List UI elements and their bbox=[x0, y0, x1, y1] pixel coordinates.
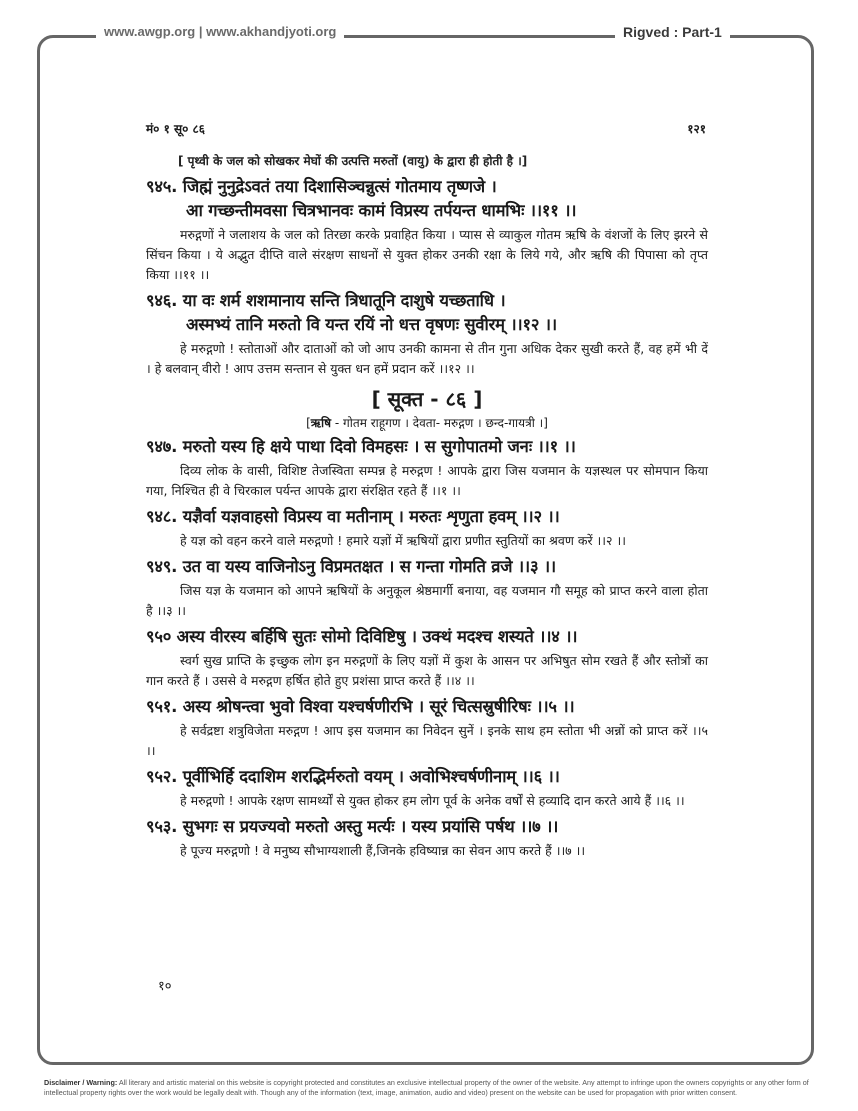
verse-line: ९४८. यज्ञैर्वा यज्ञवाहसो विप्रस्य वा मतीनाम् । मरुतः शृणुता हवम् ।।२ ।। bbox=[146, 507, 560, 526]
verse-translation: हे यज्ञ को वहन करने वाले मरुद्गणो ! हमारे यज्ञों में ऋषियों द्वारा प्रणीत स्तुतियों का श्रवण करें ।।२ ।। bbox=[180, 533, 626, 548]
verse-line: ९५२. पूर्वीभिर्हि ददाशिम शरद्भिर्मरुतो वयम् । अवोभिश्चर्षणीनाम् ।।६ ।। bbox=[146, 767, 560, 786]
page-content bbox=[146, 152, 708, 865]
verse-line: ९५३. सुभगः स प्रयज्यवो मरुतो अस्तु मर्त्यः । यस्य प्रयांसि पर्षथ ।।७ ।। bbox=[146, 817, 559, 836]
verse-line: ९५१. अस्य श्रोषन्त्वा भुवो विश्वा यश्चर्षणीरभि । सूरं चित्सस्रुषीरिषः ।।५ ।। bbox=[146, 697, 575, 716]
verse-translation: जिस यज्ञ के यजमान को आपने ऋषियों के अनुकूल श्रेष्ठमार्गी बनाया, वह यजमान गौ समूह को प्राप्त करने वाला होता है ।।३ ।। bbox=[146, 583, 708, 618]
book-title: Rigved : Part-1 bbox=[615, 24, 730, 40]
verse-line: ९४७. मरुतो यस्य हि क्षये पाथा दिवो विमहसः । स सुगोपातमो जनः ।।१ ।। bbox=[146, 437, 576, 456]
page-meta bbox=[146, 120, 706, 137]
verse-block-2 bbox=[146, 435, 708, 861]
verse-translation: हे सर्वद्रष्टा शत्रुविजेता मरुद्गण ! आप इस यजमान का निवेदन सुनें । इनके साथ हम स्तोता भी अन्नों को प्राप्त करें ।।५ ।। bbox=[146, 723, 708, 758]
verse-line: ९४५. जिह्मं नुनुद्रेऽवतं तया दिशासिञ्चन्नुत्सं गोतमाय तृष्णजे । bbox=[146, 177, 497, 196]
rishi-label: ऋषि bbox=[310, 416, 332, 430]
disclaimer-text: All literary and artistic material on this website is copyright protected and constitutes an exclusive intellectual property of the owner of the website. Any attempt to infringe upon the owners copyrights or any other form of intellectual property rights over the work would be legally dealt with. Though any of the information (text, image, animation, audio and video) present on the website can be used for propagation with prior written consent. bbox=[44, 1078, 809, 1097]
verse-translation: हे पूज्य मरुद्गणो ! वे मनुष्य सौभाग्यशाली हैं,जिनके हविष्यान्न का सेवन आप करते हैं ।।७ ।। bbox=[180, 843, 586, 858]
verse-translation: स्वर्ग सुख प्राप्ति के इच्छुक लोग इन मरुद्गणों के लिए यज्ञों में कुश के आसन पर अभिषुत सोम रखते हैं और स्तोत्रों का गान करते हैं । उससे वे मरुद्गण हर्षित होते हुए प्रशंसा प्राप्त करते हैं ।।४ ।। bbox=[146, 653, 708, 688]
disclaimer-label: Disclaimer / Warning: bbox=[44, 1078, 118, 1087]
sukta-heading: [ सूक्त - ८६ ] bbox=[371, 387, 483, 411]
footer-signature: १० bbox=[158, 979, 172, 994]
sukta-meta-rest: - गोतम राहूगण । देवता- मरुद्गण । छन्द-गायत्री ।] bbox=[331, 416, 548, 430]
verse-translation: मरुद्गणों ने जलाशय के जल को तिरछा करके प्रवाहित किया । प्यास से व्याकुल गोतम ऋषि के वंशजों के लिए झरने से सिंचन किया । ये अद्भुत दीप्ति वाले संरक्षण साधनों से युक्त होकर उनकी रक्षा के लिये गये, और ऋषि की पिपासा को तृप्त किया ।।११ ।। bbox=[146, 227, 708, 282]
page-number: १२१ bbox=[687, 122, 706, 136]
intro-note: [ पृथ्वी के जल को सोखकर मेघों की उत्पत्ति मरुतों (वायु) के द्वारा ही होती है ।] bbox=[178, 154, 528, 168]
verse-translation: हे मरुद्गणो ! स्तोताओं और दाताओं को जो आप उनकी कामना से तीन गुना अधिक देकर सुखी करते हैं, वह हमें भी दें । हे बलवान् वीरो ! आप उत्तम सन्तान से युक्त धन हमें प्रदान करें ।।१२ ।। bbox=[146, 341, 708, 376]
verse-line: ९४६. या वः शर्म शशमानाय सन्ति त्रिधातूनि दाशुषे यच्छताधि । bbox=[146, 291, 506, 310]
verse-translation: दिव्य लोक के वासी, विशिष्ट तेजस्विता सम्पन्न हे मरुद्गण ! आपके द्वारा जिस यजमान के यज्ञस्थल पर सोमपान किया गया, निश्चित ही वे चिरकाल पर्यन्त आपके द्वारा संरक्षित रहते हैं ।।१ ।। bbox=[146, 463, 708, 498]
disclaimer bbox=[44, 1078, 819, 1098]
verse-line: अस्मभ्यं तानि मरुतो वि यन्त रयिं नो धत्त वृषणः सुवीरम् ।।१२ ।। bbox=[186, 315, 557, 334]
verse-line: आ गच्छन्तीमवसा चित्रभानवः कामं विप्रस्य तर्पयन्त धामभिः ।।११ ।। bbox=[186, 201, 577, 220]
verse-line: ९५० अस्य वीरस्य बर्हिषि सुतः सोमो दिविष्टिषु । उक्थं मदश्च शस्यते ।।४ ।। bbox=[146, 627, 578, 646]
verse-translation: हे मरुद्गणो ! आपके रक्षण सामर्थ्यों से युक्त होकर हम लोग पूर्व के अनेक वर्षों से हव्यादि दान करते आये हैं ।।६ ।। bbox=[180, 793, 685, 808]
verse-line: ९४९. उत वा यस्य वाजिनोऽनु विप्रमतक्षत । स गन्ता गोमति व्रजे ।।३ ।। bbox=[146, 557, 556, 576]
website-links[interactable]: www.awgp.org | www.akhandjyoti.org bbox=[96, 24, 344, 39]
sukta-meta-open: [ bbox=[306, 416, 311, 430]
sukta-meta bbox=[146, 414, 708, 431]
verse-block-1 bbox=[146, 175, 708, 379]
mandala-sukta-ref: मं० १ सू० ८६ bbox=[146, 122, 206, 136]
